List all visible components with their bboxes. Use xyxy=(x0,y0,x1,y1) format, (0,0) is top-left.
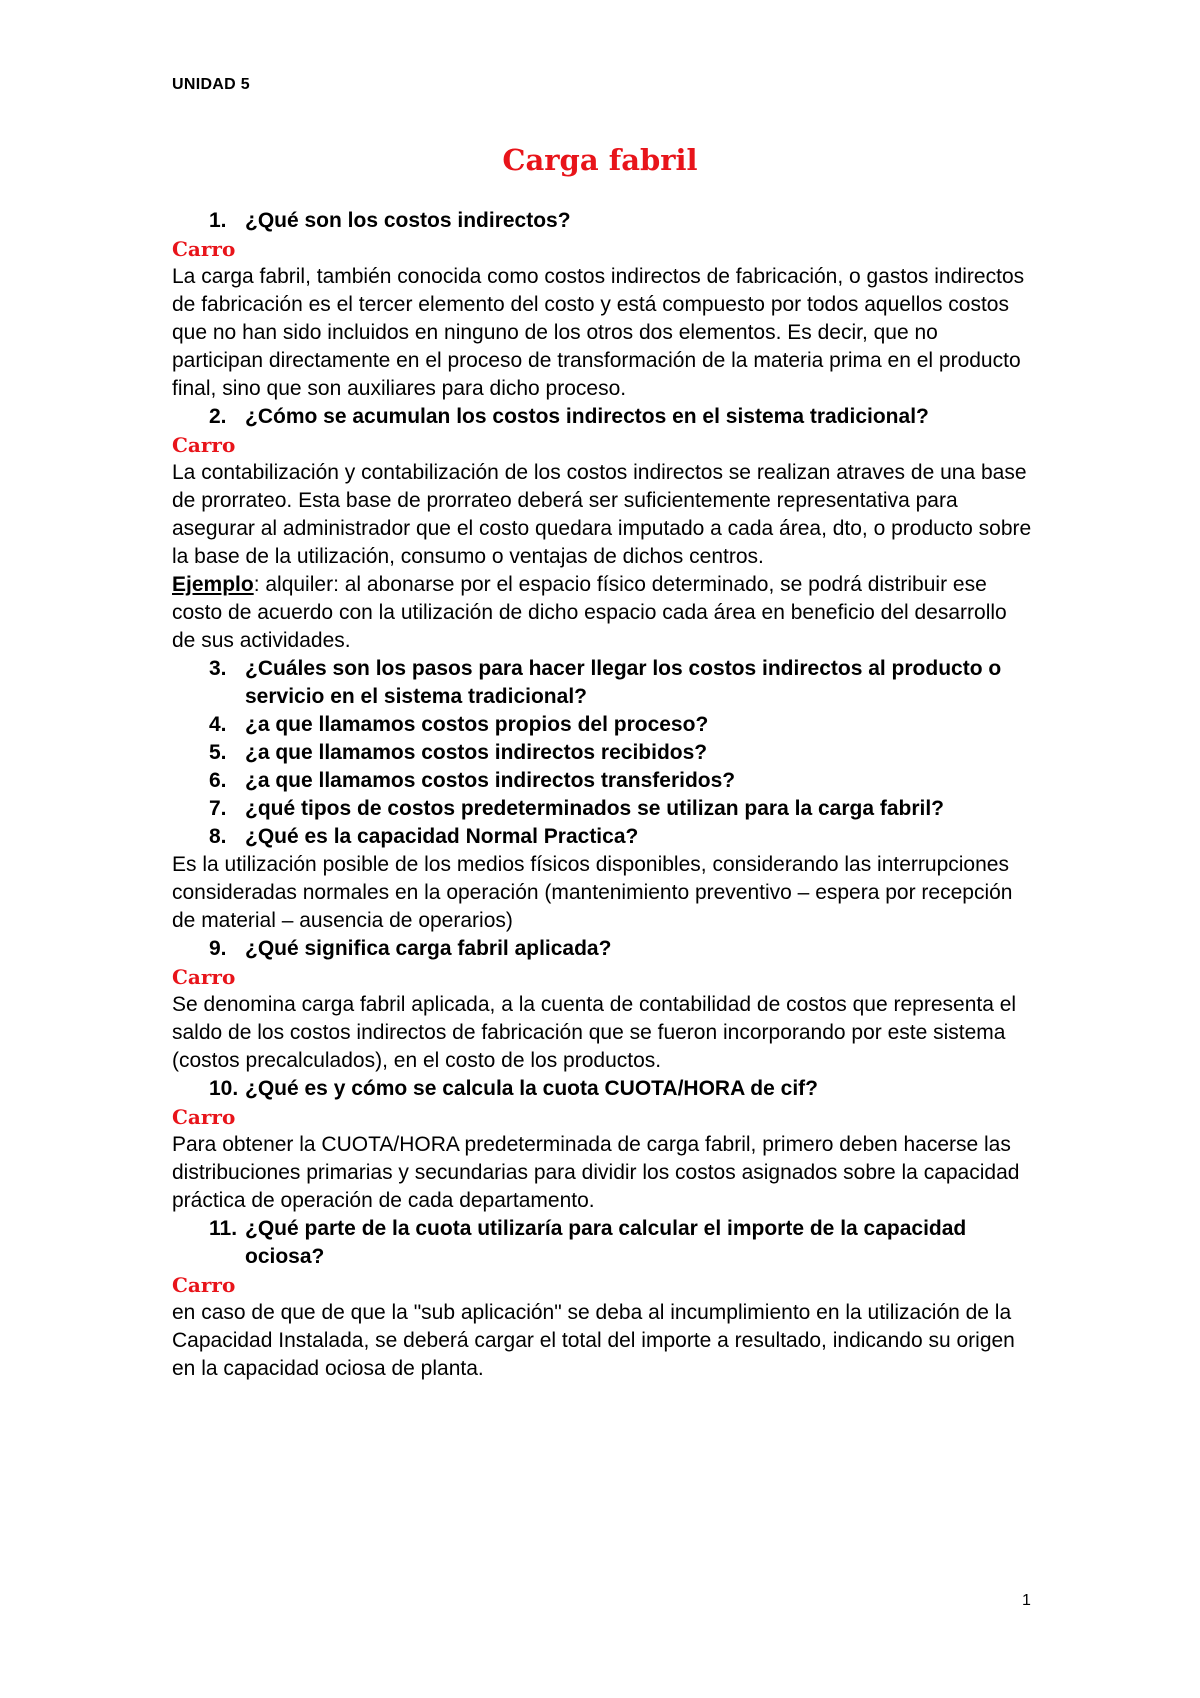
question-number: 3. xyxy=(209,657,227,680)
question-number: 8. xyxy=(209,825,227,848)
question-8 xyxy=(172,823,1032,851)
question-text: ¿Qué son los costos indirectos? xyxy=(245,209,571,232)
question-2 xyxy=(172,403,1032,431)
question-text: ¿Cómo se acumulan los costos indirectos en el sistema tradicional? xyxy=(245,405,929,428)
question-number: 6. xyxy=(209,769,227,792)
question-text: ¿Cuáles son los pasos para hacer llegar los costos indirectos al producto o servicio en el sistema tradicional? xyxy=(245,657,1002,708)
question-5 xyxy=(172,739,1032,767)
example-text: : alquiler: al abonarse por el espacio físico determinado, se podrá distribuir ese costo de acuerdo con la utilización de dicho espacio cada área en beneficio del desarrollo de sus actividades. xyxy=(172,573,1007,652)
question-number: 4. xyxy=(209,713,227,736)
question-text: ¿Qué parte de la cuota utilizaría para calcular el importe de la capacidad ociosa? xyxy=(245,1217,967,1268)
answer-text: Se denomina carga fabril aplicada, a la cuenta de contabilidad de costos que representa el saldo de los costos indirectos de fabricación que se fueron incorporando por este sistema (costos precalculados), en el costo de los productos. xyxy=(172,993,1017,1072)
answer-text: Para obtener la CUOTA/HORA predeterminada de carga fabril, primero deben hacerse las distribuciones primarias y secundarias para dividir los costos asignados sobre la capacidad práctica de operación de cada departamento. xyxy=(172,1133,1020,1212)
question-11 xyxy=(172,1215,1032,1271)
page-number: 1 xyxy=(1022,1592,1031,1609)
example-label: Ejemplo xyxy=(172,573,254,596)
answer-author: Carro xyxy=(172,237,236,261)
answer-text: La carga fabril, también conocida como costos indirectos de fabricación, o gastos indirectos de fabricación es el tercer elemento del costo y está compuesto por todos aquellos costos que no han sido incluidos en ninguno de los otros dos elementos. Es decir, que no participan directamente en el proceso de transformación de la materia prima en el producto final, sino que son auxiliares para dicho proceso. xyxy=(172,265,1025,400)
answer-author: Carro xyxy=(172,433,236,457)
question-text: ¿a que llamamos costos indirectos recibidos? xyxy=(245,741,708,764)
question-3 xyxy=(172,655,1032,711)
question-text: ¿a que llamamos costos propios del proceso? xyxy=(245,713,709,736)
answer-author: Carro xyxy=(172,1105,236,1129)
answer-author: Carro xyxy=(172,1273,236,1297)
question-9 xyxy=(172,935,1032,963)
question-number: 5. xyxy=(209,741,227,764)
answer-text: La contabilización y contabilización de los costos indirectos se realizan atraves de una base de prorrateo. Esta base de prorrateo deberá ser suficientemente representativa para asegurar al administrador que el costo quedara imputado a cada área, dto, o producto sobre la base de la utilización, consumo o ventajas de dichos centros. xyxy=(172,461,1032,568)
question-number: 11. xyxy=(209,1217,238,1240)
question-number: 9. xyxy=(209,937,227,960)
question-number: 10. xyxy=(209,1077,239,1100)
question-4 xyxy=(172,711,1032,739)
question-text: ¿Qué es la capacidad Normal Practica? xyxy=(245,825,639,848)
question-text: ¿a que llamamos costos indirectos transferidos? xyxy=(245,769,736,792)
question-6 xyxy=(172,767,1032,795)
question-1 xyxy=(172,207,1032,235)
unit-header: UNIDAD 5 xyxy=(172,76,250,93)
question-7 xyxy=(172,795,1032,823)
answer-text: en caso de que de que la "sub aplicación" se deba al incumplimiento en la utilización de la Capacidad Instalada, se deberá cargar el total del importe a resultado, indicando su origen en la capacidad ociosa de planta. xyxy=(172,1301,1015,1380)
question-text: ¿Qué significa carga fabril aplicada? xyxy=(245,937,612,960)
question-text: ¿Qué es y cómo se calcula la cuota CUOTA/HORA de cif? xyxy=(245,1077,818,1100)
document-body xyxy=(172,207,1032,1383)
page-title: Carga fabril xyxy=(502,143,698,177)
question-10 xyxy=(172,1075,1032,1103)
answer-author: Carro xyxy=(172,965,236,989)
answer-text: Es la utilización posible de los medios físicos disponibles, considerando las interrupciones consideradas normales en la operación (mantenimiento preventivo – espera por recepción de material – ausencia de operarios) xyxy=(172,853,1013,932)
question-number: 1. xyxy=(209,209,227,232)
question-number: 7. xyxy=(209,797,227,820)
example-paragraph xyxy=(172,571,1032,655)
question-number: 2. xyxy=(209,405,227,428)
question-text: ¿qué tipos de costos predeterminados se utilizan para la carga fabril? xyxy=(245,797,945,820)
